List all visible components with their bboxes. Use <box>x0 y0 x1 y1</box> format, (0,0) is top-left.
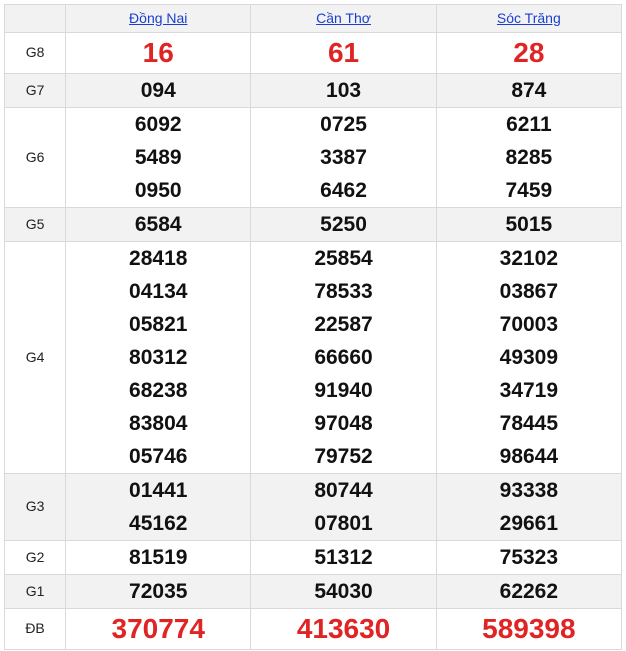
result-cell-dong-nai <box>66 74 251 108</box>
result-cell-can-tho <box>251 242 436 474</box>
result-number: 3387 <box>320 146 367 169</box>
prize-label-cell <box>5 108 66 208</box>
result-number: 5015 <box>505 213 553 236</box>
result-number: 413630 <box>296 613 391 644</box>
prize-row-g8 <box>5 33 622 74</box>
prize-label: G2 <box>25 548 45 565</box>
result-number: 094 <box>140 79 176 102</box>
result-cell-soc-trang <box>436 575 621 609</box>
province-header-dong-nai <box>66 5 251 33</box>
result-number: 05821 <box>129 313 188 336</box>
prize-label-cell <box>5 33 66 74</box>
result-cell-dong-nai <box>66 33 251 74</box>
result-cell-dong-nai <box>66 575 251 609</box>
result-number: 6462 <box>320 179 367 202</box>
header-corner <box>5 5 66 33</box>
result-cell-soc-trang <box>436 208 621 242</box>
result-number: 0950 <box>134 179 182 202</box>
result-number: 04134 <box>129 280 188 303</box>
prize-label-cell <box>5 609 66 650</box>
result-cell-dong-nai <box>66 609 251 650</box>
result-cell-soc-trang <box>436 108 621 208</box>
result-number: 78533 <box>314 280 373 303</box>
result-number: 05746 <box>129 445 188 468</box>
province-link-soc-trang[interactable]: Sóc Trăng <box>496 9 561 26</box>
result-cell-soc-trang <box>436 474 621 541</box>
result-number: 6211 <box>506 113 552 136</box>
prize-row-g7 <box>5 74 622 108</box>
prize-row-g3 <box>5 474 622 541</box>
result-number: 28418 <box>129 247 188 270</box>
result-number: 22587 <box>314 313 373 336</box>
result-cell-can-tho <box>251 541 436 575</box>
result-number: 75323 <box>499 546 559 569</box>
result-cell-soc-trang <box>436 33 621 74</box>
result-number: 25854 <box>314 247 373 270</box>
result-number: 49309 <box>499 346 559 369</box>
prize-label-cell <box>5 208 66 242</box>
prize-label-cell <box>5 575 66 609</box>
result-number: 79752 <box>314 445 373 468</box>
result-number: 81519 <box>129 546 188 569</box>
prize-label-cell <box>5 541 66 575</box>
result-cell-dong-nai <box>66 208 251 242</box>
province-link-dong-nai[interactable]: Đồng Nai <box>129 9 188 26</box>
result-number: 589398 <box>482 613 576 644</box>
result-cell-dong-nai <box>66 242 251 474</box>
result-cell-can-tho <box>251 208 436 242</box>
result-cell-dong-nai <box>66 541 251 575</box>
prize-label: ĐB <box>25 620 45 636</box>
prize-label: G1 <box>25 582 45 599</box>
result-number: 34719 <box>499 379 559 402</box>
result-number: 80744 <box>314 479 373 502</box>
province-header-soc-trang <box>436 5 621 33</box>
result-number: 45162 <box>129 512 188 535</box>
result-number: 93338 <box>499 479 559 502</box>
result-number: 70003 <box>499 313 559 336</box>
lottery-results-table <box>4 4 622 650</box>
result-cell-soc-trang <box>436 541 621 575</box>
result-number: 874 <box>511 79 547 102</box>
province-link-can-tho[interactable]: Cần Thơ <box>316 9 371 26</box>
result-number: 16 <box>142 37 174 68</box>
result-cell-can-tho <box>251 108 436 208</box>
result-cell-dong-nai <box>66 108 251 208</box>
province-header-can-tho <box>251 5 436 33</box>
result-cell-dong-nai <box>66 474 251 541</box>
result-number: 61 <box>327 37 360 68</box>
result-number: 5489 <box>134 146 182 169</box>
result-number: 78445 <box>499 412 559 435</box>
prize-row-g6 <box>5 108 622 208</box>
province-header-row <box>5 5 622 33</box>
result-number: 72035 <box>129 580 188 603</box>
result-number: 32102 <box>499 247 559 270</box>
prize-label: G6 <box>25 148 45 165</box>
result-number: 83804 <box>129 412 188 435</box>
result-number: 28 <box>513 37 545 68</box>
result-number: 370774 <box>111 613 205 644</box>
result-number: 29661 <box>499 512 559 535</box>
prize-label-cell <box>5 242 66 474</box>
result-number: 03867 <box>499 280 559 303</box>
result-cell-soc-trang <box>436 609 621 650</box>
result-number: 5250 <box>320 213 367 236</box>
result-number: 01441 <box>129 479 188 502</box>
result-number: 103 <box>326 79 362 102</box>
result-number: 68238 <box>129 379 188 402</box>
prize-label-cell <box>5 74 66 108</box>
prize-row-db <box>5 609 622 650</box>
result-number: 66660 <box>314 346 373 369</box>
prize-label-cell <box>5 474 66 541</box>
prize-label: G4 <box>25 348 45 365</box>
result-cell-can-tho <box>251 609 436 650</box>
result-cell-can-tho <box>251 33 436 74</box>
result-number: 6092 <box>134 113 182 136</box>
result-number: 07801 <box>314 512 373 535</box>
result-number: 0725 <box>320 113 367 136</box>
result-cell-soc-trang <box>436 242 621 474</box>
result-cell-can-tho <box>251 474 436 541</box>
prize-row-g2 <box>5 541 622 575</box>
result-cell-soc-trang <box>436 74 621 108</box>
prize-label: G5 <box>25 215 45 232</box>
prize-row-g1 <box>5 575 622 609</box>
result-number: 8285 <box>505 146 553 169</box>
result-number: 98644 <box>499 445 559 468</box>
prize-row-g4 <box>5 242 622 474</box>
prize-label: G3 <box>25 498 45 514</box>
result-number: 54030 <box>314 580 373 603</box>
result-number: 6584 <box>134 213 182 236</box>
prize-label: G8 <box>25 44 45 60</box>
result-cell-can-tho <box>251 575 436 609</box>
result-number: 91940 <box>314 379 373 402</box>
prize-row-g5 <box>5 208 622 242</box>
result-number: 7459 <box>505 179 553 202</box>
prize-label: G7 <box>25 81 45 98</box>
result-number: 80312 <box>129 346 188 369</box>
result-cell-can-tho <box>251 74 436 108</box>
result-number: 51312 <box>314 546 373 569</box>
result-number: 62262 <box>499 580 559 603</box>
result-number: 97048 <box>314 412 373 435</box>
